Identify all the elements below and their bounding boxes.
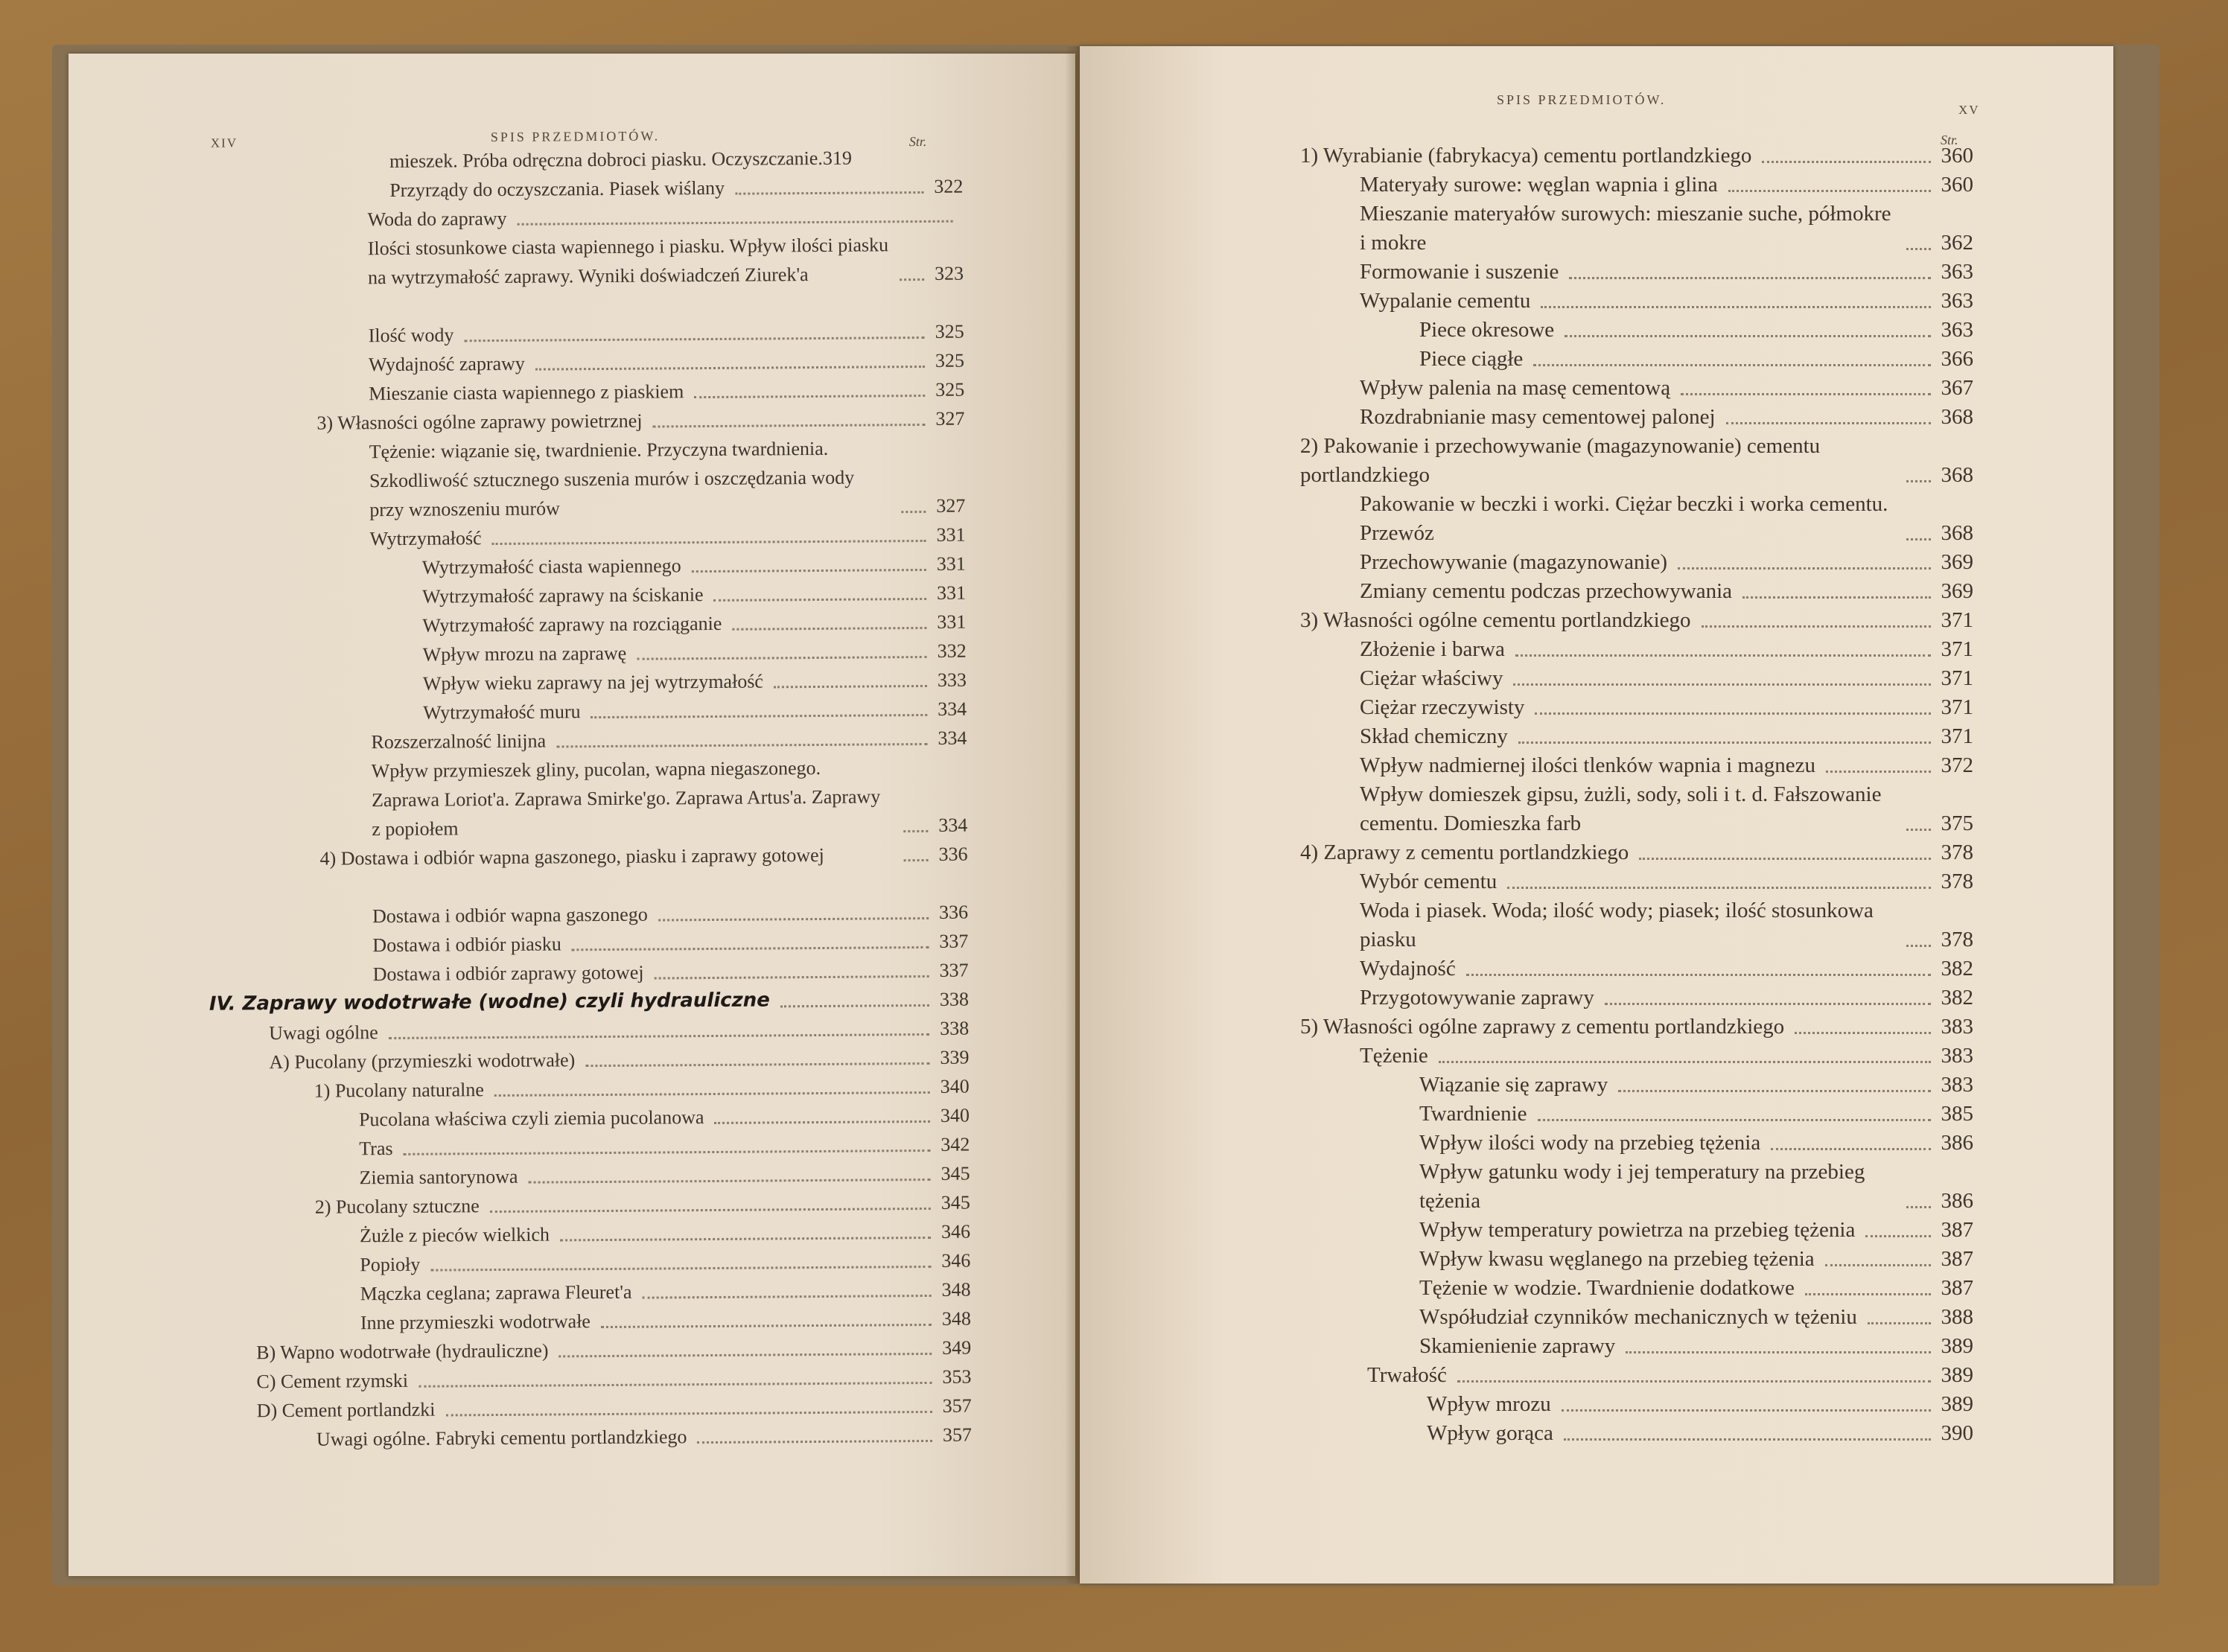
toc-entry[interactable]: Wpływ mrozu na zaprawę 332 xyxy=(422,640,967,666)
leader-dots xyxy=(1457,1380,1931,1382)
toc-entry[interactable]: Wpływ gatunku wody i jej temperatury na przebieg tężenia 386 xyxy=(1419,1160,1973,1213)
toc-entry[interactable]: Piece ciągłe 366 xyxy=(1419,347,1973,371)
leader-dots xyxy=(1618,1090,1930,1092)
toc-entry[interactable]: Pucolana właściwa czyli ziemia pucolanowa 340 xyxy=(358,1104,970,1131)
toc-entry[interactable]: 5) Własności ogólne zaprawy z cementu portlandzkiego 383 xyxy=(1300,1015,1973,1039)
toc-entry[interactable]: 1) Wyrabianie (fabrykacya) cementu portlandzkiego 360 xyxy=(1300,144,1973,168)
right-str-label: Str. xyxy=(1941,133,1958,147)
toc-entry[interactable]: Wpływ kwasu węglanego na przebieg tężenia 387 xyxy=(1419,1247,1973,1271)
leader-dots xyxy=(1906,538,1931,540)
leader-dots xyxy=(465,337,925,342)
leader-dots xyxy=(694,395,925,398)
toc-entry[interactable]: Ilość wody 325 xyxy=(368,320,964,347)
toc-entry[interactable]: 1) Pucolany naturalne 340 xyxy=(313,1075,970,1102)
leader-dots xyxy=(1678,567,1930,570)
toc-entry[interactable]: Trwałość 389 xyxy=(1367,1363,1973,1387)
leader-dots xyxy=(904,859,929,861)
toc-entry[interactable]: mieszek. Próba odręczna dobroci piasku. Oczyszczanie. 319 xyxy=(389,147,852,172)
left-str-label: Str. xyxy=(908,133,927,150)
leader-dots xyxy=(490,1208,931,1213)
toc-entry[interactable]: Dostawa i odbiór piasku 337 xyxy=(372,930,969,957)
leader-dots xyxy=(1533,364,1930,366)
toc-entry[interactable]: Wydajność 382 xyxy=(1360,957,1973,980)
toc-entry[interactable]: Uwagi ogólne. Fabryki cementu portlandzkiego 357 xyxy=(316,1423,973,1450)
toc-entry[interactable]: Przechowywanie (magazynowanie) 369 xyxy=(1360,550,1973,574)
toc-entry[interactable]: Tężenie: wiązanie się, twardnienie. Przyczyna twardnienia. Szkodliwość sztucznego suszenia murów i oszczędzania wody przy wznoszeniu murów 327 xyxy=(369,437,966,521)
toc-entry[interactable]: 3) Własności ogólne cementu portlandzkiego 371 xyxy=(1300,608,1973,632)
toc-entry[interactable]: Rozszerzalność linijna 334 xyxy=(371,727,967,753)
toc-entry[interactable]: Rozdrabnianie masy cementowej palonej 368 xyxy=(1360,405,1973,429)
toc-entry[interactable]: Wytrzymałość ciasta wapiennego 331 xyxy=(421,552,966,578)
toc-entry[interactable]: Wpływ wieku zaprawy na jej wytrzymałość 333 xyxy=(422,669,967,695)
leader-dots xyxy=(774,685,927,688)
leader-dots xyxy=(698,1440,933,1444)
leader-dots xyxy=(1771,1148,1930,1150)
toc-entry[interactable]: Materyały surowe: węglan wapnia i glina 360 xyxy=(1360,173,1973,197)
toc-entry[interactable]: Mączka ceglana; zaprawa Fleuret'a 348 xyxy=(360,1278,971,1305)
left-page-content xyxy=(69,54,1075,1576)
toc-entry[interactable]: Tężenie 383 xyxy=(1360,1044,1973,1068)
toc-entry[interactable]: D) Cement portlandzki 357 xyxy=(256,1394,972,1422)
leader-dots xyxy=(518,220,953,226)
leader-dots xyxy=(430,1266,931,1272)
toc-entry[interactable]: Wypalanie cementu 363 xyxy=(1360,289,1973,313)
toc-entry[interactable]: Zmiany cementu podczas przechowywania 369 xyxy=(1360,579,1973,603)
leader-dots xyxy=(1515,654,1931,657)
leader-dots xyxy=(780,1004,929,1007)
leader-dots xyxy=(1805,1293,1931,1295)
toc-entry[interactable]: Piece okresowe 363 xyxy=(1419,318,1973,342)
leader-dots xyxy=(1795,1032,1930,1034)
leader-dots xyxy=(1507,887,1930,889)
toc-entry[interactable]: Mieszanie materyałów surowych: mieszanie suche, półmokre i mokre 362 xyxy=(1360,202,1973,255)
toc-entry[interactable]: Przyrządy do oczyszczania. Piasek wiślany 322 xyxy=(389,175,964,201)
leader-dots xyxy=(1906,829,1931,831)
leader-dots xyxy=(529,1179,931,1184)
leader-dots xyxy=(418,1382,932,1388)
leader-dots xyxy=(1541,306,1930,308)
leader-dots xyxy=(601,1324,932,1328)
leader-dots xyxy=(715,1120,931,1124)
toc-entry[interactable]: Popioły 346 xyxy=(360,1249,971,1276)
leader-dots xyxy=(732,627,926,631)
leader-dots xyxy=(560,1237,931,1241)
toc-entry[interactable]: Ciężar właściwy 371 xyxy=(1360,666,1973,690)
leader-dots xyxy=(1702,625,1931,628)
toc-entry[interactable]: Wybór cementu 378 xyxy=(1360,870,1973,893)
toc-entry[interactable]: Wpływ domieszek gipsu, żużli, sody, soli i t. d. Fałszowanie cementu. Domieszka farb 375 xyxy=(1360,782,1973,835)
toc-entry[interactable]: C) Cement rzymski 353 xyxy=(256,1365,972,1393)
toc-entry[interactable]: Wytrzymałość zaprawy na ściskanie 331 xyxy=(422,581,967,607)
toc-entry[interactable]: Pakowanie w beczki i worki. Ciężar beczki i worka cementu. Przewóz 368 xyxy=(1360,492,1973,545)
leader-dots xyxy=(559,1353,932,1357)
leader-dots xyxy=(714,598,927,602)
toc-entry[interactable]: Dostawa i odbiór zaprawy gotowej 337 xyxy=(372,959,969,986)
leader-dots xyxy=(1825,1264,1931,1266)
leader-dots xyxy=(1906,1206,1931,1208)
left-page xyxy=(69,54,1075,1576)
leader-dots xyxy=(404,1149,931,1155)
leader-dots xyxy=(643,1295,932,1299)
toc-entry[interactable]: Inne przymieszki wodotrwałe 348 xyxy=(360,1307,971,1334)
toc-entry[interactable]: 4) Dostawa i odbiór wapna gaszonego, piasku i zaprawy gotowej 336 xyxy=(319,843,968,870)
toc-entry[interactable]: Wpływ palenia na masę cementową 367 xyxy=(1360,376,1973,400)
toc-entry[interactable]: Tężenie w wodzie. Twardnienie dodatkowe 387 xyxy=(1419,1276,1973,1300)
toc-entry[interactable]: Wpływ ilości wody na przebieg tężenia 386 xyxy=(1419,1131,1973,1155)
leader-dots xyxy=(901,511,926,513)
leader-dots xyxy=(1639,858,1930,860)
toc-entry[interactable]: 2) Pucolany sztuczne 345 xyxy=(314,1191,970,1218)
toc-part-heading[interactable]: IV. Zaprawy wodotrwałe (wodne) czyli hydrauliczne 338 xyxy=(209,988,969,1015)
leader-dots xyxy=(1742,596,1930,599)
leader-dots xyxy=(1906,945,1931,947)
leader-dots xyxy=(1538,1119,1931,1121)
toc-entry[interactable]: Twardnienie 385 xyxy=(1419,1102,1973,1126)
right-page-content xyxy=(1080,46,2113,1584)
leader-dots xyxy=(1865,1235,1930,1237)
leader-dots xyxy=(1466,974,1931,976)
leader-dots xyxy=(535,366,925,371)
leader-dots xyxy=(1564,1438,1931,1441)
toc-entry[interactable]: Ciężar rzeczywisty 371 xyxy=(1360,695,1973,719)
toc-entry[interactable]: Wydajność zaprawy 325 xyxy=(368,349,965,376)
leader-dots xyxy=(1826,771,1930,773)
toc-entry[interactable]: Wiązanie się zaprawy 383 xyxy=(1419,1073,1973,1097)
toc-entry[interactable]: Ilości stosunkowe ciasta wapiennego i piasku. Wpływ ilości piasku na wytrzymałość zaprawy. Wyniki doświadczeń Ziurek'a 323 xyxy=(367,234,964,289)
toc-entry[interactable]: Uwagi ogólne 338 xyxy=(269,1017,970,1045)
toc-entry[interactable]: Woda do zaprawy xyxy=(367,201,963,235)
leader-dots xyxy=(591,714,928,718)
right-page-number: XV xyxy=(1958,103,1980,117)
leader-dots xyxy=(903,830,928,832)
toc-entry[interactable]: Przygotowywanie zaprawy 382 xyxy=(1360,986,1973,1010)
toc-entry[interactable]: Wpływ nadmiernej ilości tlenków wapnia i magnezu 372 xyxy=(1360,753,1973,777)
right-page xyxy=(1080,46,2113,1584)
toc-entry[interactable]: Żużle z pieców wielkich 346 xyxy=(359,1220,971,1247)
leader-dots xyxy=(637,656,926,660)
toc-entry[interactable]: Ziemia santorynowa 345 xyxy=(359,1162,970,1189)
toc-entry[interactable]: Skład chemiczny 371 xyxy=(1360,724,1973,748)
leader-dots xyxy=(1518,742,1931,744)
toc-entry[interactable]: Wpływ gorąca 390 xyxy=(1427,1421,1973,1445)
leader-dots xyxy=(1439,1061,1931,1063)
leader-dots xyxy=(1569,277,1930,279)
toc-entry[interactable]: 4) Zaprawy z cementu portlandzkiego 378 xyxy=(1300,841,1973,864)
toc-entry[interactable]: Skamienienie zaprawy 389 xyxy=(1419,1334,1973,1358)
toc-entry[interactable]: Wpływ mrozu 389 xyxy=(1427,1392,1973,1416)
leader-dots xyxy=(1626,1351,1930,1353)
toc-entry[interactable]: Formowanie i suszenie 363 xyxy=(1360,260,1973,284)
toc-entry[interactable]: A) Pucolany (przymieszki wodotrwałe) 339 xyxy=(269,1046,970,1074)
toc-entry[interactable]: B) Wapno wodotrwałe (hydrauliczne) 349 xyxy=(256,1336,972,1364)
leader-dots xyxy=(735,191,923,195)
right-running-head: SPIS PRZEDMIOTÓW. xyxy=(1497,92,1667,107)
leader-dots xyxy=(1906,248,1931,250)
toc-entry[interactable]: Wpływ przymieszek gliny, pucolan, wapna niegaszonego. Zaprawa Loriot'a. Zaprawa Smirke'go. Zaprawa Artus'a. Zaprawy z popiołem 334 xyxy=(371,756,968,841)
leader-dots xyxy=(692,569,926,573)
leader-dots xyxy=(445,1411,932,1417)
toc-entry[interactable]: Wytrzymałość zaprawy na rozciąganie 331 xyxy=(422,610,967,637)
leader-dots xyxy=(1762,161,1930,163)
leader-dots xyxy=(556,743,927,747)
toc-entry[interactable]: Wpływ temperatury powietrza na przebieg tężenia 387 xyxy=(1419,1218,1973,1242)
leader-dots xyxy=(658,917,929,922)
leader-dots xyxy=(1726,422,1931,424)
toc-entry[interactable]: Tras 342 xyxy=(359,1133,970,1160)
leader-dots xyxy=(1513,683,1930,686)
leader-dots xyxy=(1562,1409,1931,1412)
toc-entry[interactable]: Wytrzymałość 331 xyxy=(369,523,966,550)
leader-dots xyxy=(900,278,924,281)
toc-entry[interactable]: Woda i piasek. Woda; ilość wody; piasek; ilość stosunkowa piasku 378 xyxy=(1360,899,1973,951)
toc-entry[interactable]: Złożenie i barwa 371 xyxy=(1360,637,1973,661)
leader-dots xyxy=(1728,190,1931,192)
leader-dots xyxy=(572,946,929,951)
leader-dots xyxy=(1906,480,1931,482)
leader-dots xyxy=(1681,393,1930,395)
leader-dots xyxy=(1565,335,1930,337)
toc-entry[interactable]: Współudział czynników mechanicznych w tężeniu 388 xyxy=(1419,1305,1973,1329)
leader-dots xyxy=(492,540,926,545)
left-page-number: XIV xyxy=(210,135,238,150)
leader-dots xyxy=(585,1062,929,1067)
toc-entry[interactable]: Mieszanie ciasta wapiennego z piaskiem 325 xyxy=(369,378,965,405)
left-running-head: SPIS PRZEDMIOTÓW. xyxy=(490,128,661,145)
leader-dots xyxy=(389,1033,929,1039)
leader-dots xyxy=(1868,1322,1931,1324)
leader-dots xyxy=(494,1091,930,1097)
leader-dots xyxy=(1535,712,1930,715)
leader-dots xyxy=(1605,1003,1931,1005)
leader-dots xyxy=(655,975,929,980)
toc-entry[interactable]: Wytrzymałość muru 334 xyxy=(423,698,967,724)
toc-entry[interactable]: 2) Pakowanie i przechowywanie (magazynowanie) cementu portlandzkiego 368 xyxy=(1300,434,1973,487)
toc-entry[interactable]: Dostawa i odbiór wapna gaszonego 336 xyxy=(372,901,969,928)
leader-dots xyxy=(653,424,926,428)
toc-entry[interactable]: 3) Własności ogólne zaprawy powietrznej 327 xyxy=(316,407,965,434)
